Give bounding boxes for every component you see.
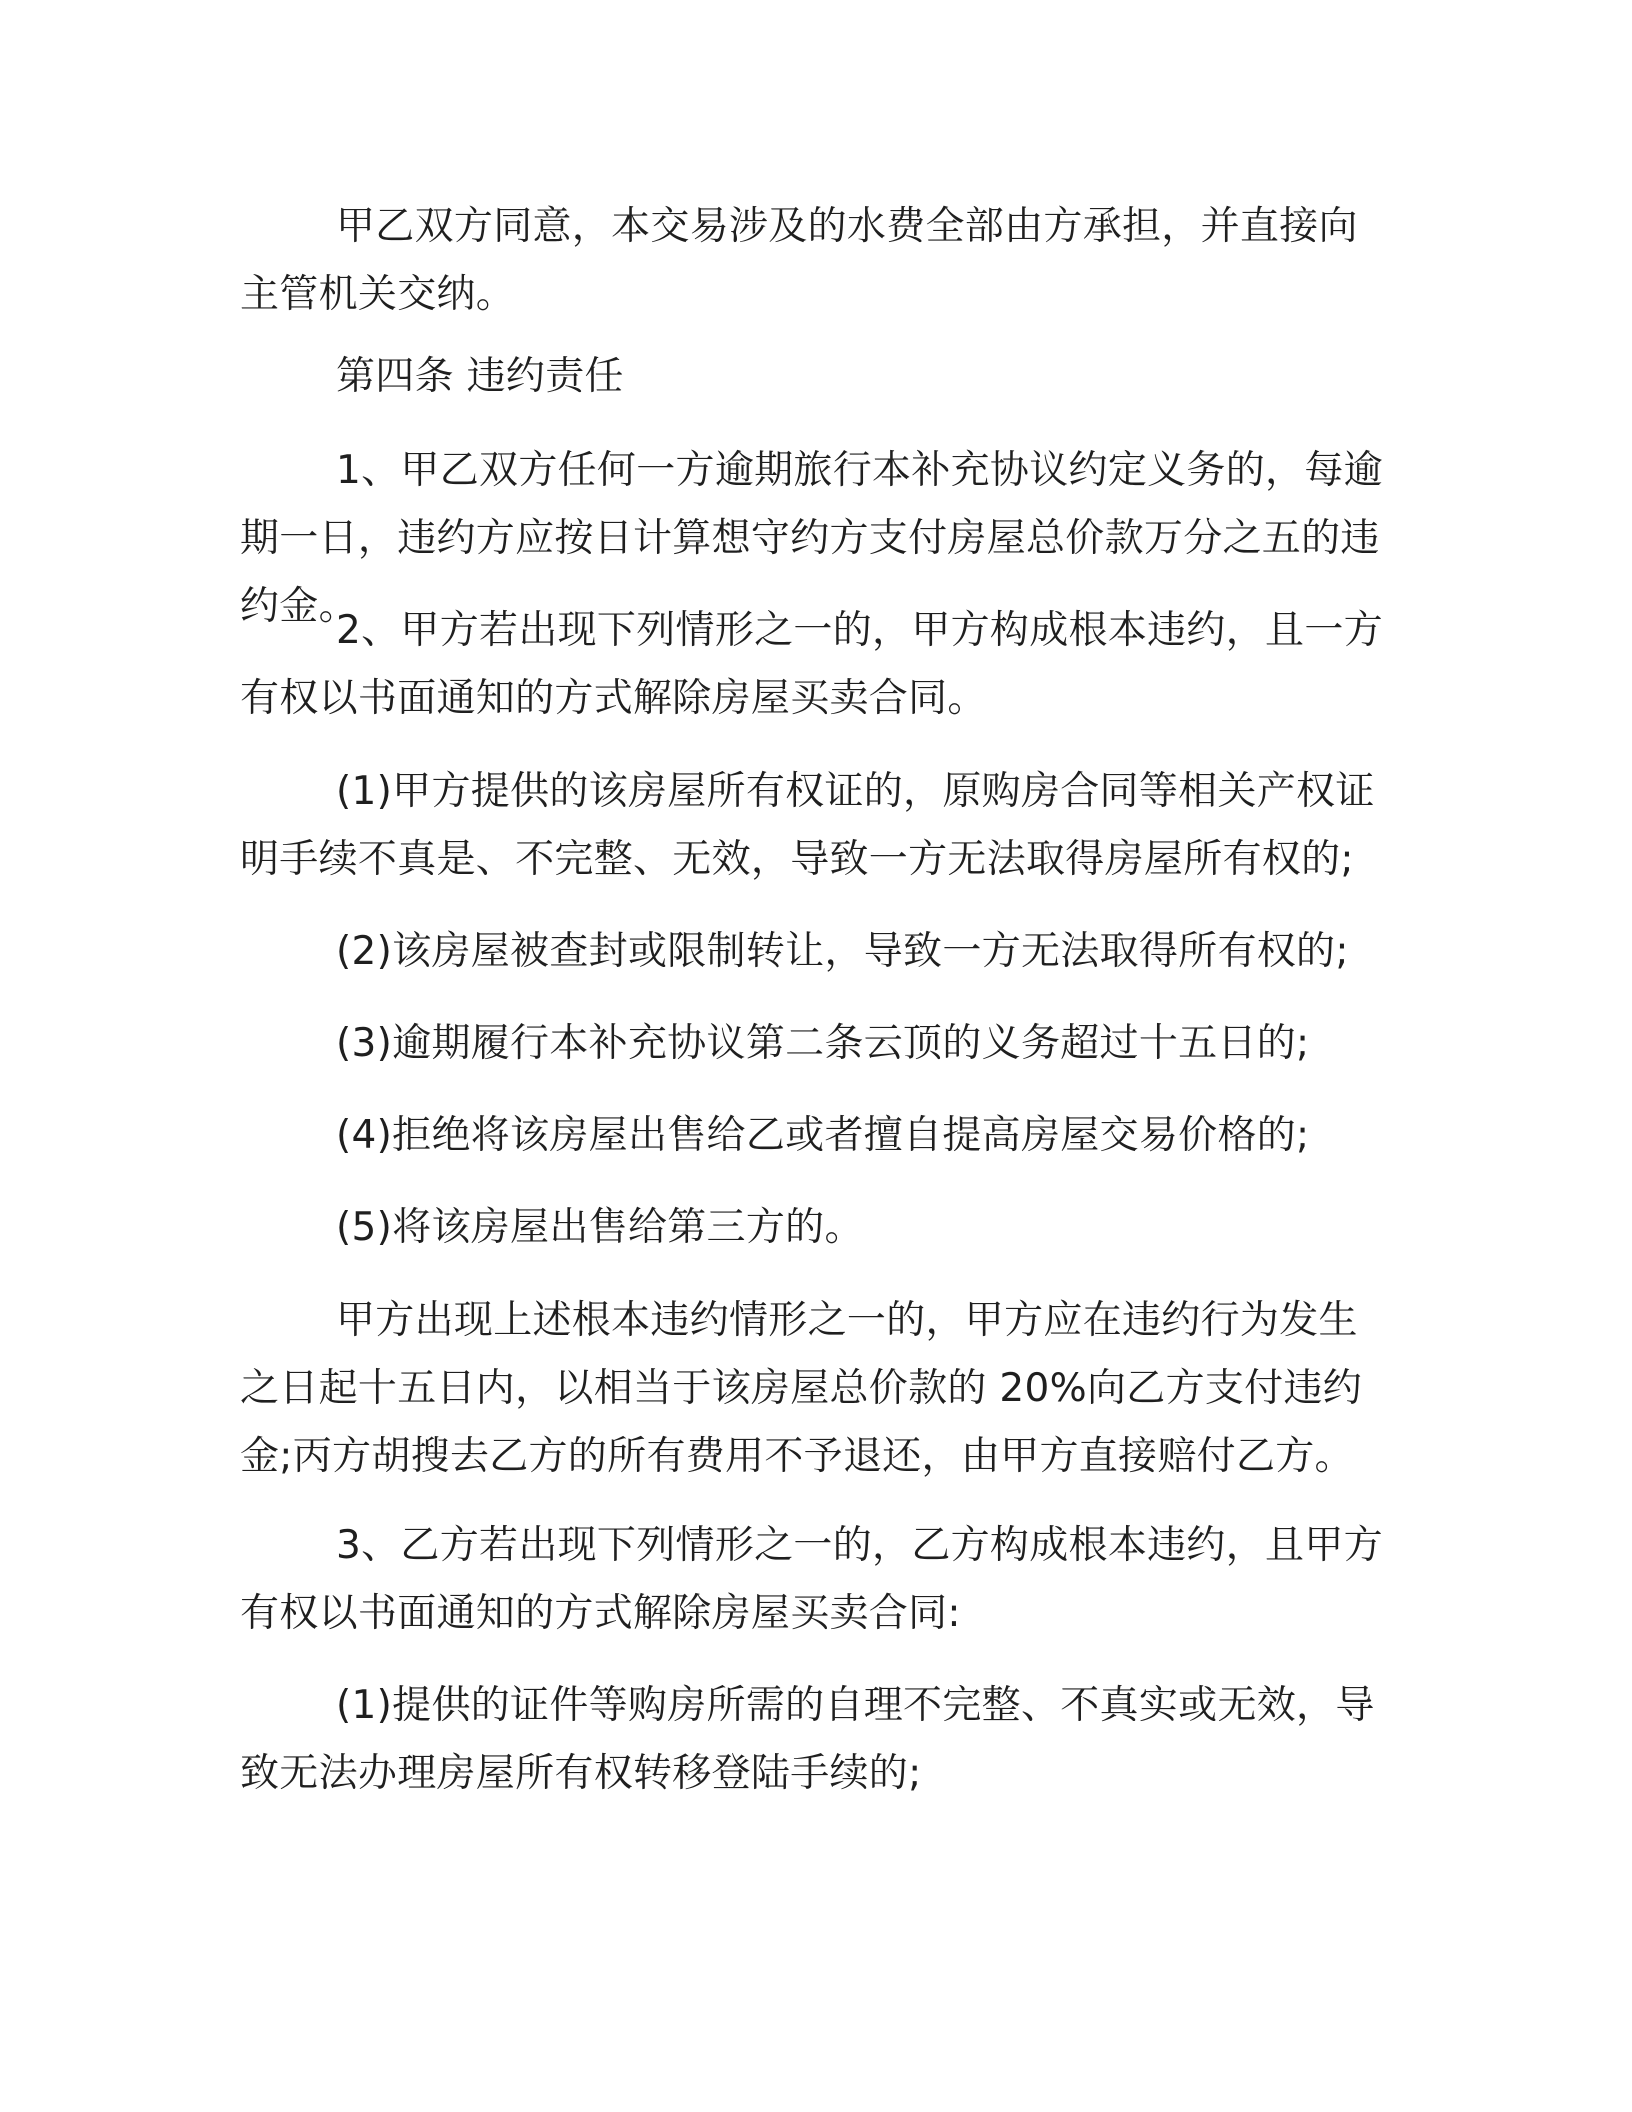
paragraph-seller-penalty: 甲方出现上述根本违约情形之一的，甲方应在违约行为发生之日起十五日内，以相当于该房屋总价款的 20%向乙方支付违约金;丙方胡搜去乙方的所有费用不予退还，由甲方直接赔付乙方。 — [240, 1298, 1363, 1479]
paragraph-clause-3: 3、乙方若出现下列情形之一的，乙方构成根本违约，且甲方有权以书面通知的方式解除房屋买卖合同: — [240, 1523, 1383, 1636]
list-item-seller-4: (4)拒绝将该房屋出售给乙或者擅自提高房屋交易价格的; — [336, 1113, 1310, 1158]
list-item-buyer-1: (1)提供的证件等购房所需的自理不完整、不真实或无效，导致无法办理房屋所有权转移登陆手续的; — [240, 1683, 1375, 1796]
list-item-seller-5: (5)将该房屋出售给第三方的。 — [336, 1205, 864, 1250]
paragraph-clause-2: 2、甲方若出现下列情形之一的，甲方构成根本违约，且一方有权以书面通知的方式解除房屋买卖合同。 — [240, 608, 1383, 721]
section-heading-article-4: 第四条 违约责任 — [336, 354, 624, 399]
list-item-seller-2: (2)该房屋被查封或限制转让，导致一方无法取得所有权的; — [336, 929, 1349, 974]
list-item-seller-3: (3)逾期履行本补充协议第二条云顶的义务超过十五日的; — [336, 1021, 1310, 1066]
list-item-seller-1: (1)甲方提供的该房屋所有权证的，原购房合同等相关产权证明手续不真是、不完整、无效，导致一方无法取得房屋所有权的; — [240, 769, 1375, 882]
paragraph-water-fee: 甲乙双方同意，本交易涉及的水费全部由方承担，并直接向主管机关交纳。 — [240, 204, 1358, 317]
paragraph-clause-1: 1、甲乙双方任何一方逾期旅行本补充协议约定义务的，每逾期一日，违约方应按日计算想守约方支付房屋总价款万分之五的违约金。 — [240, 448, 1383, 629]
